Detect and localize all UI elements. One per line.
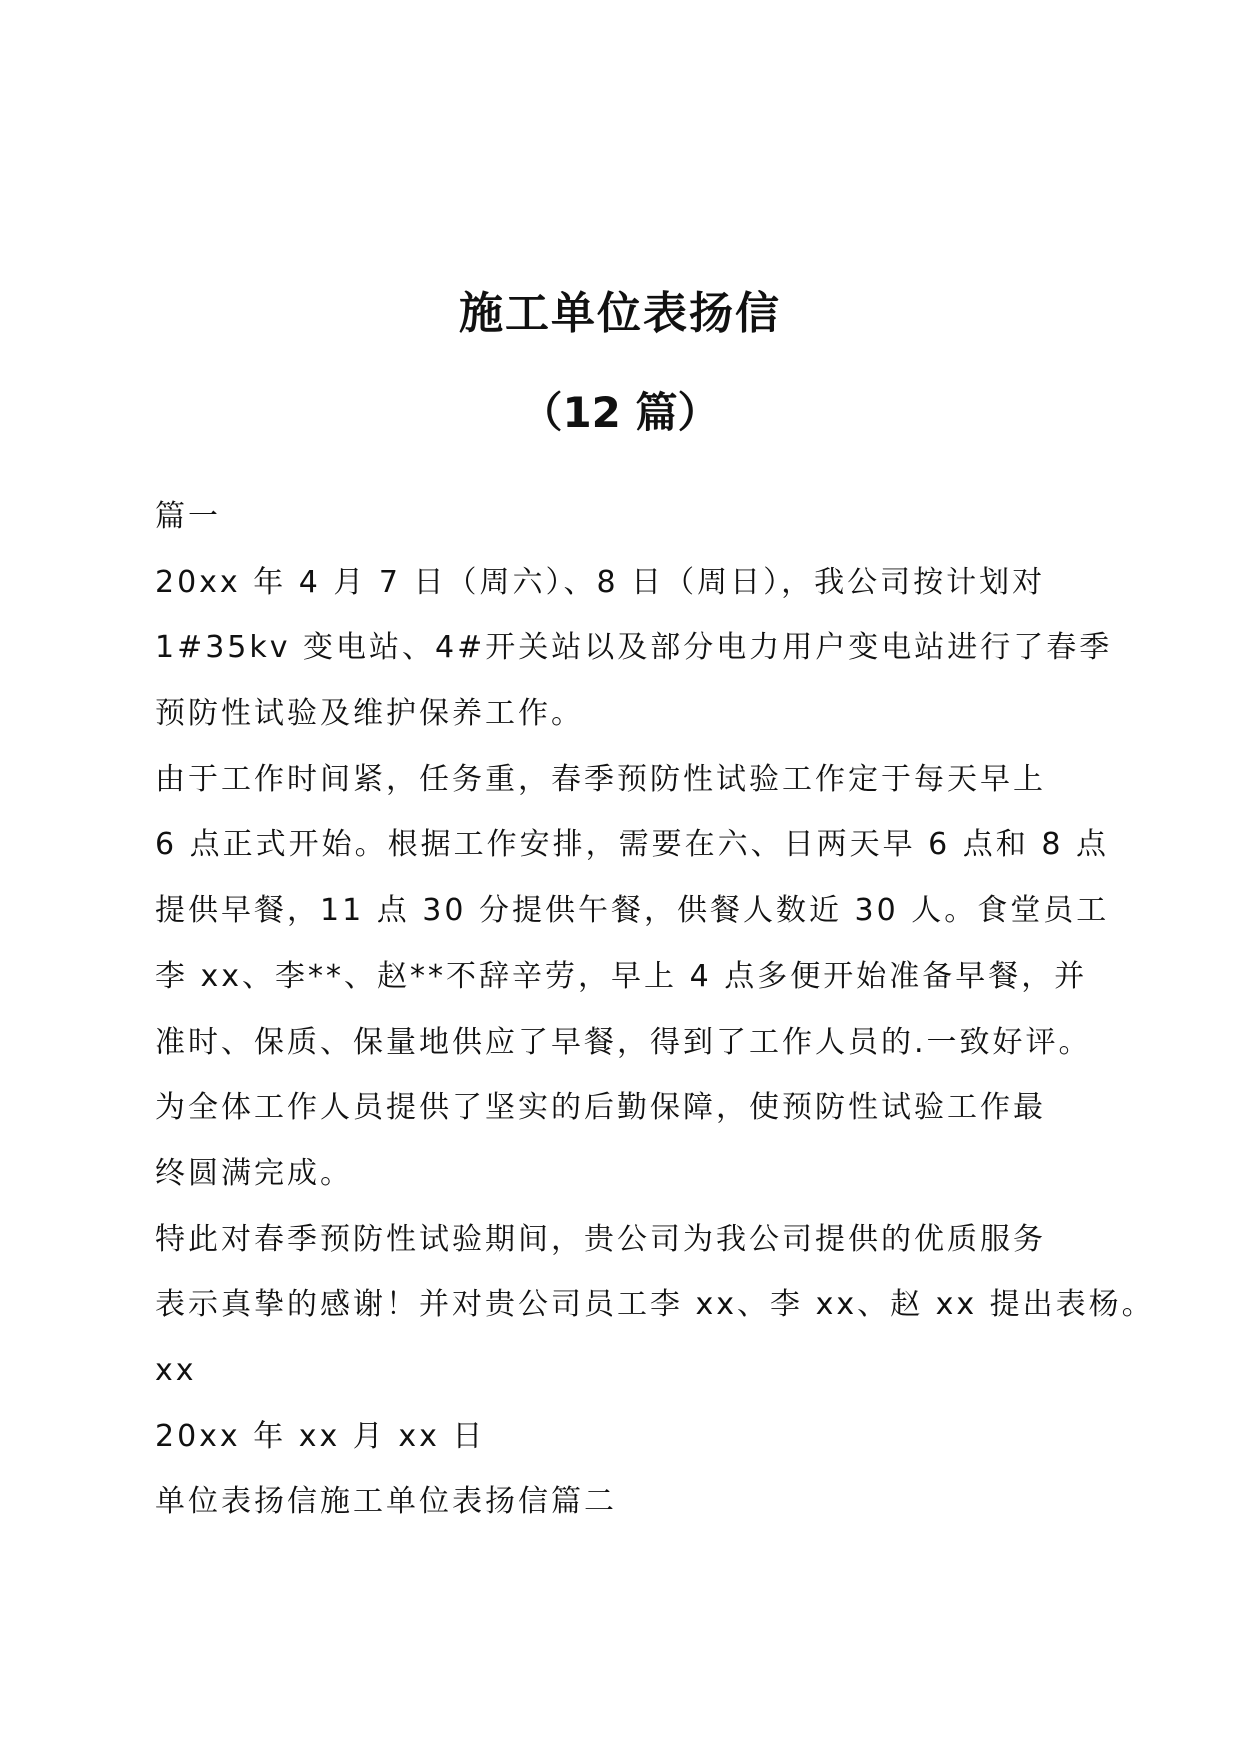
paragraph-line: 表示真挚的感谢！并对贵公司员工李 xx、李 xx、赵 xx 提出表杨。 xyxy=(155,1287,1155,1323)
paragraph-line: 特此对春季预防性试验期间，贵公司为我公司提供的优质服务 xyxy=(155,1221,1046,1257)
document-body xyxy=(155,484,1155,1535)
paragraph-line: 提供早餐，11 点 30 分提供午餐，供餐人数近 30 人。食堂员工 xyxy=(155,893,1110,929)
signature-name: xx xyxy=(155,1352,197,1388)
document-title: 施工单位表扬信 xyxy=(459,288,781,339)
document-subtitle: （12 篇） xyxy=(520,388,720,437)
paragraph-line: 1#35kv 变电站、4#开关站以及部分电力用户变电站进行了春季 xyxy=(155,630,1113,666)
signature-date: 20xx 年 xx 月 xx 日 xyxy=(155,1418,486,1454)
paragraph-line: 准时、保质、保量地供应了早餐，得到了工作人员的.一致好评。 xyxy=(155,1024,1092,1060)
paragraph-line: 李 xx、李**、赵**不辞辛劳，早上 4 点多便开始准备早餐，并 xyxy=(155,958,1088,994)
paragraph-line: 6 点正式开始。根据工作安排，需要在六、日两天早 6 点和 8 点 xyxy=(155,827,1109,863)
paragraph-line: 20xx 年 4 月 7 日（周六）、8 日（周日），我公司按计划对 xyxy=(155,564,1046,600)
paragraph-line: 由于工作时间紧，任务重，春季预防性试验工作定于每天早上 xyxy=(155,761,1046,797)
paragraph-line: 预防性试验及维护保养工作。 xyxy=(155,696,584,732)
paragraph-line: 为全体工作人员提供了坚实的后勤保障，使预防性试验工作最 xyxy=(155,1090,1046,1126)
paragraph-line: 终圆满完成。 xyxy=(155,1155,353,1191)
section-heading-1: 篇一 xyxy=(155,499,221,534)
section-heading-2: 单位表扬信施工单位表扬信篇二 xyxy=(155,1484,617,1520)
